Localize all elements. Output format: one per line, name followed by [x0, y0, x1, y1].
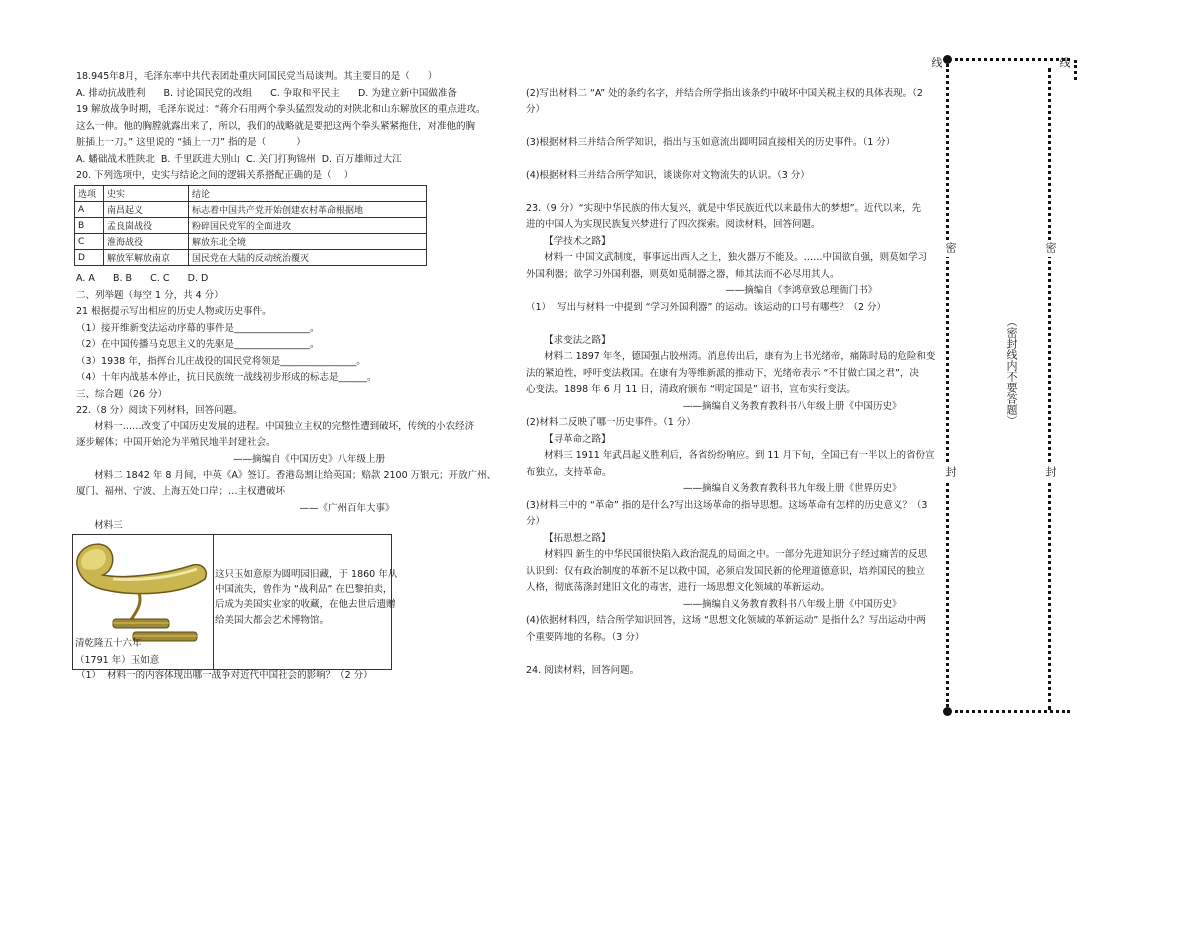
table-cell: 标志着中国共产党开始创建农村革命根据地 [189, 202, 427, 218]
q23-material-2-line3: 心变法。1898 年 6 月 11 日，清政府颁布 “明定国是” 诏书，宣布实行变法。 [526, 384, 856, 395]
q22-sub2-line2: 分） [526, 104, 546, 115]
binding-line-right [1048, 68, 1051, 710]
table-header-cell: 史实 [104, 186, 189, 202]
material-2-line2: 厦门、福州、宁波、上海五处口岸；…主权遭破坏 [76, 486, 286, 497]
tech-path-heading: 【学技术之路】 [526, 236, 611, 247]
table-cell: 粉碎国民党军的全面进攻 [189, 218, 427, 234]
binding-line-bottom [955, 710, 1070, 713]
table-cell: A [75, 202, 104, 218]
q23-material-3-line1: 材料三 1911 年武昌起义胜利后，各省纷纷响应。到 11 月下旬，全国已有一半以上的省份宣 [526, 450, 935, 461]
material-1-line1: 材料一……改变了中国历史发展的进程。中国独立主权的完整性遭到破坏，传统的小农经济 [76, 421, 475, 432]
q23-material-3-line2: 布独立，支持革命。 [526, 467, 612, 478]
q22-sub4: (4)根据材料三并结合所学知识，谈谈你对文物流失的认识。（3 分） [526, 170, 810, 181]
ruyi-caption-2: （1791 年）玉如意 [75, 655, 160, 666]
q21-item-1: （1）接开维新变法运动序幕的事件是________________。 [76, 323, 320, 334]
q21-item-3: （3）1938 年，指挥台儿庄战役的国民党将领是________________。 [76, 356, 366, 367]
q21-stem: 21 根据提示写出相应的历史人物或历史事件。 [76, 306, 272, 317]
q23-sub3-line1: (3)材料三中的 “革命” 指的是什么?写出这场革命的指导思想。这场革命有怎样的历史意义？（3 [526, 500, 928, 511]
q18-stem: 18.945年8月，毛泽东率中共代表团赴重庆同国民党当局谈判。其主要目的是（ ） [76, 71, 438, 82]
q23-material-2-line2: 法的紧迫性，呼吁变法救国。在康有为等维新派的推动下，光绪帝表示 “不甘做亡国之君”，决 [526, 368, 919, 379]
q23-material-2-source: ——摘编自义务教育教科书八年级上册《中国历史》 [526, 401, 902, 412]
q23-stem-line2: 进的中国人为实现民族复兴梦进行了四次探索。阅读材料，回答问题。 [526, 219, 821, 230]
q22-sub3: (3)根据材料三并结合所学知识，指出与玉如意流出圆明园直接相关的历史事件。（1 分） [526, 137, 896, 148]
q20-stem: 20. 下列选项中，史实与结论之间的逻辑关系搭配正确的是（ ） [76, 170, 354, 181]
q19-stem-line1: 19 解放战争时期，毛泽东说过：“蒋介石用两个拳头猛烈发动的对陕北和山东解放区的重点进攻。 [76, 104, 486, 115]
binding-line-top [955, 58, 1070, 61]
table-header-cell: 选项 [75, 186, 104, 202]
q22-stem: 22.（8 分）阅读下列材料，回答问题。 [76, 405, 243, 416]
revolution-path-heading: 【寻革命之路】 [526, 434, 611, 445]
binding-line-left [946, 64, 949, 707]
table-cell: D [75, 250, 104, 266]
material-1-source: ——摘编自《中国历史》八年级上册 [76, 454, 386, 465]
section-three-heading: 三、综合题（26 分） [76, 389, 168, 400]
material-1-line2: 逐步解体；中国开始沦为半殖民地半封建社会。 [76, 437, 276, 448]
table-cell: 孟良崮战役 [104, 218, 189, 234]
table-row [75, 234, 427, 250]
q24-stem: 24. 阅读材料，回答问题。 [526, 665, 640, 676]
q21-item-2: （2）在中国传播马克思主义的先驱是________________。 [76, 339, 320, 350]
table-cell: C [75, 234, 104, 250]
seal-label-feng-right: 封 [1044, 466, 1057, 479]
table-cell: 淮海战役 [104, 234, 189, 250]
q23-material-3-source: ——摘编自义务教育教科书九年级上册《世界历史》 [526, 483, 902, 494]
q23-material-1-line2: 外国利器；欲学习外国利器，则莫如觅制器之器，师其法而不必尽用其人。 [526, 269, 840, 280]
binding-dot-bottom [943, 707, 952, 716]
table-cell: 解放东北全境 [189, 234, 427, 250]
table-cell: 南昌起义 [104, 202, 189, 218]
q19-options: A. 蟠础战术胜陕北 B. 千里跃进大别山 C. 关门打狗锦州 D. 百万雄师过大江 [76, 154, 402, 165]
table-cell: B [75, 218, 104, 234]
q23-material-4-line3: 人格，彻底荡涤封建旧文化的毒害，进行一场思想文化领域的革新运动。 [526, 582, 831, 593]
q18-options: A. 排动抗战胜利 B. 讨论国民党的改组 C. 争取和平民主 D. 为建立新中国做准备 [76, 88, 457, 99]
table-header-row [75, 186, 427, 202]
seal-label-mi-right: 密 [1044, 242, 1057, 255]
q23-sub2: (2)材料二反映了哪一历史事件。（1 分） [526, 417, 696, 428]
q23-stem-line1: 23.（9 分）“实现中华民族的伟大复兴，就是中华民族近代以来最伟大的梦想”。近代以来，先 [526, 203, 922, 214]
seal-label-mi-left: 密 [944, 242, 957, 255]
q23-material-4-line2: 认识到：仅有政治制度的革新不足以救中国，必须启发国民新的伦理道德意识，培养国民的独立 [526, 566, 926, 577]
jade-ruyi-image [73, 535, 214, 669]
q22-sub1: （1） 材料一的内容体现出哪一战争对近代中国社会的影响？（2 分） [76, 670, 373, 681]
q23-material-1-source: ——摘编自《李鸿章致总理衙门书》 [526, 285, 878, 296]
table-cell: 解放军解放南京 [104, 250, 189, 266]
ruyi-caption-1: 清乾隆五十六年 [75, 638, 142, 649]
q23-material-4-source: ——摘编自义务教育教科书八年级上册《中国历史》 [526, 599, 902, 610]
material-2-source: ——《广州百年大事》 [76, 503, 395, 514]
material-2-line1: 材料二 1842 年 8 月间，中英《A》签订。香港岛割让给英国；赔款 2100 万银元；开放广州、 [76, 470, 497, 481]
q21-item-4: （4）十年内战基本停止，抗日民族统一战线初步形成的标志是______。 [76, 372, 377, 383]
material-3-text: 这只玉如意原为圆明园旧藏，于 1860 年从 中国流失，曾作为 “战利品” 在巴黎拍卖， 后成为美国实业家的收藏，在他去世后遗赠 给美国大都会艺术博物馆。 [215, 569, 398, 626]
q23-sub1: （1） 写出与材料一中提到 “学习外国利器” 的运动。该运动的口号有哪些？（2 分） [526, 302, 887, 313]
binding-dot-top [943, 55, 952, 64]
q23-sub4-line1: (4)依据材料四，结合所学知识回答，这场 “思想文化领域的革新运动” 是指什么？写出运动中两 [526, 615, 926, 626]
seal-label-xian-right: 线 [1058, 57, 1071, 70]
section-two-heading: 二、列举题（每空 1 分，共 4 分） [76, 290, 224, 301]
table-cell: 国民党在大陆的反动统治覆灭 [189, 250, 427, 266]
q19-stem-line2: 这么一伸。他的胸膛就露出来了，所以，我们的战略就是要把这两个拳头紧紧拖住，对准他的胸 [76, 121, 476, 132]
q19-stem-line3: 脏插上一刀。” 这里说的 “插上一刀” 指的是（ ） [76, 137, 306, 148]
table-row [75, 250, 427, 266]
table-row [75, 218, 427, 234]
material-3-box [72, 534, 398, 670]
seal-label-feng-left: 封 [944, 466, 957, 479]
q23-material-4-line1: 材料四 新生的中华民国很快陷入政治混乱的局面之中。一部分先进知识分子经过痛苦的反思 [526, 549, 928, 560]
table-row [75, 202, 427, 218]
q23-sub3-line2: 分） [526, 516, 546, 527]
material-3-label: 材料三 [76, 520, 123, 531]
seal-label-xian-left: 线 [930, 57, 943, 70]
q20-table [74, 185, 427, 266]
reform-path-heading: 【求变法之路】 [526, 335, 611, 346]
q23-material-2-line1: 材料二 1897 年冬，德国强占胶州湾。消息传出后，康有为上书光绪帝，痛陈时局的危险和变 [526, 351, 936, 362]
q23-sub4-line2: 个重要阵地的名称。（3 分） [526, 632, 645, 643]
thought-path-heading: 【拓思想之路】 [526, 533, 611, 544]
seal-note: （密封线内不要答题） [1005, 316, 1018, 426]
table-header-cell: 结论 [189, 186, 427, 202]
binding-line-outer [1074, 60, 1077, 80]
q20-options: A. A B. B C. C D. D [76, 273, 209, 284]
q22-sub2-line1: (2)写出材料二 “A” 处的条约名字，并结合所学指出该条约中破坏中国关税主权的具体表现。（2 [526, 88, 923, 99]
q23-material-1-line1: 材料一 中国文武制度，事事远出西人之上，独火器万不能及。……中国欲自强，则莫如学习 [526, 252, 928, 263]
